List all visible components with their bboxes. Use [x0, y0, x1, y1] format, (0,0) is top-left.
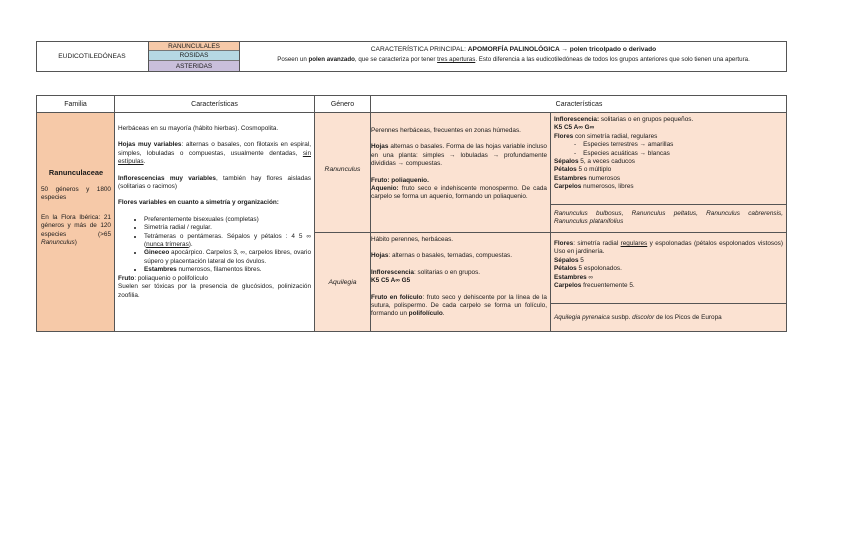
a-fruit-text: : fruto seco y dehiscente por la línea de la sutura, polispermo. De cada carpelo se forma un folículo, formando un	[371, 293, 547, 318]
merosity-text: Tetrámeras o pentámeras. Sépalos y pétalos : 4 5 ∞ (	[144, 232, 311, 249]
main-char-prefix: CARACTERÍSTICA PRINCIPAL:	[370, 46, 468, 53]
toxic-text: Suelen ser tóxicas por la presencia de glucósidos, polinización zoofilia.	[118, 283, 311, 299]
genus-row-divider	[314, 232, 787, 233]
a-petals	[554, 265, 783, 273]
aquilegia-characteristics	[371, 236, 547, 319]
a-inflo-bold: Inflorescencia	[371, 268, 414, 276]
r-pet-text: 5 o múltiplo	[576, 166, 612, 174]
r-stamens	[554, 175, 784, 183]
a-pet-bold: Pétalos	[554, 265, 577, 273]
merosity-underline: nunca trímeras	[146, 241, 189, 249]
genus-aquilegia: Aquilegia	[328, 279, 357, 286]
list-item: • Simetría radial / regular.	[144, 224, 311, 232]
a-flowers-text-2: y espolonadas (pétalos espolonados vistosos) Uso en jardinería.	[554, 240, 783, 256]
r-formula: K5 C5 A∞ G∞	[554, 124, 595, 132]
family-name: Ranunculaceae	[48, 168, 104, 177]
col-divider-1	[114, 95, 115, 332]
leaves-end: .	[143, 158, 146, 166]
a-stamens	[554, 274, 783, 282]
desc-underline: tres aperturas	[437, 56, 476, 63]
aquilegia-fruit	[371, 294, 547, 319]
r-sep-text: 5, a veces caducos	[578, 158, 635, 166]
merosity-end: ).	[188, 241, 193, 249]
r-est-text: numerosos	[586, 174, 621, 182]
a-fruit-bold-2: polifolículo	[408, 310, 443, 318]
r-leaves-bold: Hojas	[371, 143, 389, 151]
genus-ranunculus: Ranunculus	[324, 166, 361, 173]
aquenio-bold: Aquenio:	[371, 185, 399, 193]
desc-2: , que se caracteriza por tener	[354, 56, 438, 63]
header-row-divider	[36, 112, 787, 113]
clade-ranunculales: RANUNCULALES	[149, 42, 239, 51]
r-sepals	[554, 158, 784, 166]
family-characteristics	[118, 125, 311, 300]
list-item: - Especies acuáticas → blancas	[584, 150, 784, 158]
leaves-text	[118, 141, 311, 166]
flora-text-2: )	[74, 239, 77, 247]
a-flowers-bold: Flores	[554, 240, 574, 247]
family-count: 50 géneros y 1800 especies	[41, 186, 111, 202]
header-familia: Familia	[64, 100, 87, 108]
eudicot-label: EUDICOTILEDÓNEAS	[58, 53, 126, 60]
a-leaves-text: : alternas o basales, ternadas, compuestas.	[388, 252, 513, 260]
desc-3: . Esto diferencia a las eudicotiledóneas de todos los grupos anteriores que solo tienen una apertura.	[475, 56, 750, 63]
col-divider-4	[550, 113, 551, 332]
col-divider-2	[314, 95, 315, 332]
flowers-heading: Flores variables en cuanto a simetría y organización:	[118, 199, 279, 207]
list-item	[144, 249, 311, 266]
inflo-body: , también hay flores aisladas (solitarias o racimos)	[118, 174, 312, 191]
a-flowers	[554, 240, 783, 257]
ranunculus-leaves	[371, 143, 547, 168]
r-petals	[554, 166, 784, 174]
main-char-apomorphy: APOMORFÍA PALINOLÓGICA → polen tricolpado o derivado	[467, 46, 657, 53]
estambres-bold: Estambres	[144, 266, 177, 274]
r-inflo	[554, 116, 784, 124]
r-car-text: numerosos, libres	[581, 183, 634, 191]
a-fruit-end: .	[442, 310, 445, 318]
a-species-end: de los Picos de Europa	[654, 314, 722, 321]
ranunculus-habit: Perennes herbáceas, frecuentes en zonas húmedas.	[371, 127, 521, 134]
fruit-body: : poliaquenio o polifolículo	[134, 274, 208, 282]
r-est-bold: Estambres	[554, 174, 587, 182]
gineceo-text: apocárpico. Carpelos 3, ∞, carpelos libres, ovario súpero y placentación lateral de los óvulos.	[144, 249, 311, 265]
a-fruit-bold: Fruto en folículo	[371, 293, 423, 301]
list-item: • Preferentemente bisexuales (completas)	[144, 216, 311, 224]
a-est-text: ∞	[586, 273, 594, 281]
flora-text-1: En la Flora Ibérica: 21 géneros y más de 120 especies (>65	[41, 214, 111, 238]
inflo-bold: Inflorescencias muy variables	[118, 174, 216, 182]
ranunculus-fruit: Fruto: poliaquenio.	[371, 176, 429, 184]
flora-italic: Ranunculus	[41, 239, 75, 247]
header-caracteristicas-genero: Características	[555, 100, 603, 108]
a-species-italic-2: discolor	[632, 314, 655, 321]
r-flowers-text: con simetría radial, regulares	[573, 132, 658, 140]
r-leaves-text: alternas o basales. Forma de las hojas variable incluso en una planta: simples → lobuladas → profundamente divididas → compuestas.	[371, 143, 547, 168]
aquilegia-leaves	[371, 252, 547, 260]
flower-traits-list	[118, 216, 311, 275]
habit-text: Herbáceas en su mayoría (hábito hierbas). Cosmopolita.	[118, 125, 279, 132]
a-sep-text: 5	[578, 256, 584, 264]
r-pet-bold: Pétalos	[554, 166, 577, 174]
a-car-text: frecuentemente 5.	[581, 282, 635, 290]
estambres-text: numerosos, filamentos libres.	[176, 266, 262, 274]
main-description	[240, 56, 787, 64]
ranunculus-aquenio	[371, 185, 547, 202]
gineceo-bold: Gineceo	[144, 249, 170, 257]
r-flowers	[554, 133, 784, 141]
aquilegia-habit: Hábito perennes, herbáceas.	[371, 236, 454, 243]
r-flowers-bold: Flores	[554, 132, 574, 140]
a-est-bold: Estambres	[554, 273, 587, 281]
a-sep-bold: Sépalos	[554, 256, 579, 264]
r-sep-bold: Sépalos	[554, 158, 579, 166]
fruit-bold: Fruto	[118, 274, 135, 282]
header-caracteristicas: Características	[191, 100, 238, 108]
r-car-bold: Carpelos	[554, 183, 582, 191]
aquilegia-flower-traits	[554, 240, 783, 290]
a-car-bold: Carpelos	[554, 282, 582, 290]
aquilegia-inflo	[371, 269, 547, 277]
a-formula: K5 C5 A∞ G5	[371, 277, 411, 285]
clade-rosidas: ROSIDAS	[149, 51, 239, 61]
aquilegia-species	[554, 314, 783, 322]
r-carpels	[554, 183, 784, 191]
list-item	[144, 233, 311, 250]
list-item	[144, 266, 311, 274]
header-genero: Género	[330, 100, 355, 108]
main-characteristic	[240, 46, 787, 54]
ranunculus-characteristics	[371, 127, 547, 202]
a-leaves-bold: Hojas	[371, 252, 389, 260]
a-flowers-text-1: : simetría radial	[573, 240, 621, 247]
leaves-underline: sin estípulas	[118, 149, 311, 166]
list-item: - Especies terrestres → amarillas	[584, 141, 784, 149]
r-inflo-text: solitarias o en grupos pequeños.	[599, 116, 694, 123]
desc-bold: polen avanzado	[308, 56, 355, 63]
clade-asteridas: ASTERIDAS	[149, 61, 239, 71]
r-inflo-bold: Inflorescencia:	[554, 116, 600, 123]
aquilegia-species-divider	[550, 303, 787, 304]
a-flowers-underline: regulares	[620, 240, 648, 247]
a-carpels	[554, 282, 783, 290]
ranunculus-flower-traits	[554, 116, 784, 192]
inflo-text	[118, 175, 311, 192]
fruit-text	[118, 275, 311, 283]
a-species-text: susbp.	[609, 314, 633, 321]
aquenio-text: fruto seco e indehiscente monospermo. De cada carpelo se forma un aquenio, formando un poliaquenio.	[371, 185, 547, 201]
leaves-bold: Hojas muy variables	[118, 141, 182, 149]
a-pet-text: 5 espolonados.	[576, 265, 622, 273]
leaves-body: : alternas o basales, con filotaxis en espiral, simples, lobuladas o compuestas, usualmente dentadas,	[118, 141, 312, 157]
family-flora	[41, 214, 111, 248]
desc-1: Poseen un	[277, 56, 309, 63]
a-inflo-text: : solitarias o en grupos.	[413, 268, 481, 276]
a-species-italic: Aquilegia pyrenaica	[554, 314, 610, 321]
ranunculus-species-divider	[550, 204, 787, 205]
ranunculus-species: Ranunculus bulbosus, Ranunculus peltatus, Ranunculus cabrerensis, Ranunculus platanifolius	[554, 210, 783, 226]
color-list	[554, 141, 784, 158]
a-sepals	[554, 257, 783, 265]
